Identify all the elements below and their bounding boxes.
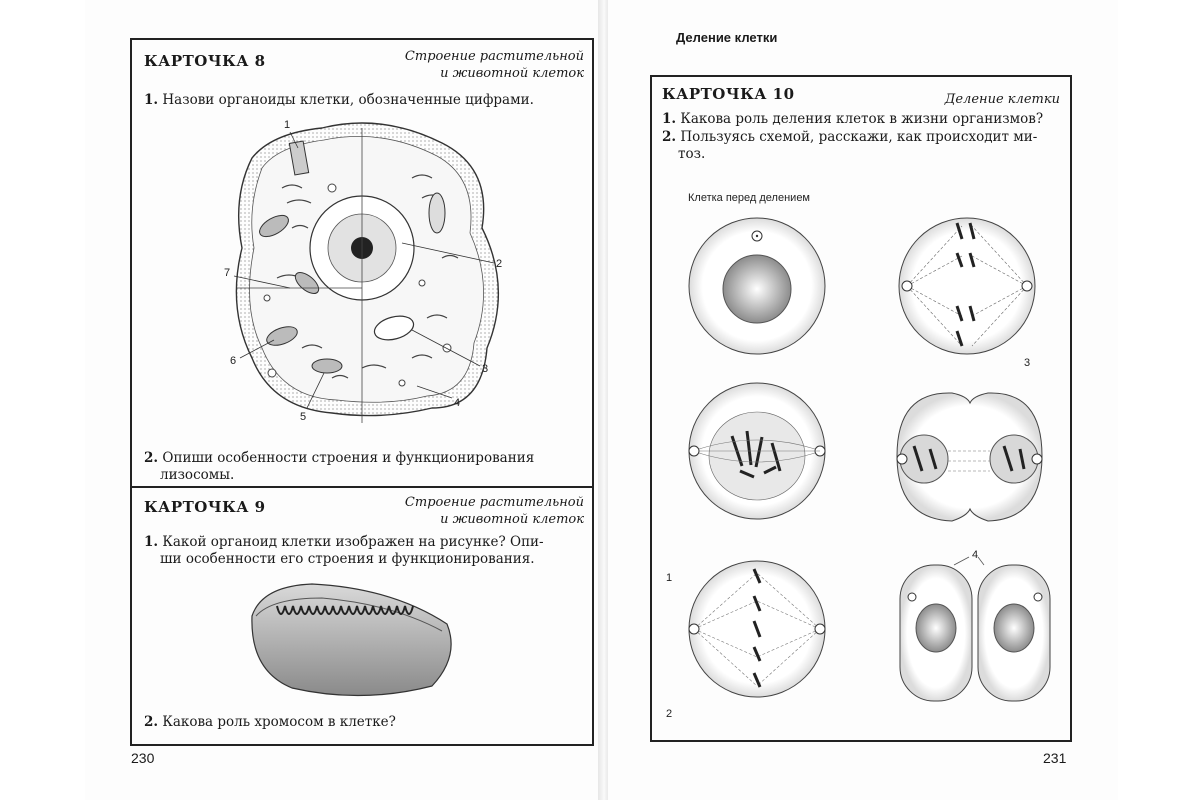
card-9-question-1 — [144, 534, 584, 568]
question-text-cont: тоз. — [678, 146, 706, 162]
stage-4-daughter-cells — [900, 565, 1050, 701]
card-8-question-2 — [144, 450, 584, 484]
page-number-right: 231 — [1043, 750, 1067, 766]
stage-label-4: 4 — [972, 549, 979, 561]
question-text: Опиши особенности строения и функционирования — [162, 450, 535, 466]
card-10 — [650, 75, 1072, 742]
question-text: Какова роль деления клеток в жизни организмов? — [680, 111, 1044, 127]
question-number: 2. — [662, 129, 677, 145]
question-text: Пользуясь схемой, расскажи, как происходит ми- — [680, 129, 1038, 145]
page-number-left: 230 — [131, 750, 155, 766]
stage-label-2: 2 — [666, 708, 673, 720]
question-number: 1. — [144, 534, 159, 550]
stage-3-cell — [899, 218, 1035, 369]
card-9-topic-line1: Строение растительной — [404, 495, 584, 510]
card-8-topic-line2: и животной клеток — [440, 66, 584, 81]
stage-label-3: 3 — [1024, 357, 1031, 369]
interphase-cell — [689, 218, 825, 354]
cell-label-1: 1 — [284, 119, 291, 131]
question-text-cont: лизосомы. — [160, 467, 235, 483]
card-9-number: КАРТОЧКА 9 — [144, 498, 266, 516]
cell-label-5: 5 — [300, 411, 307, 423]
cell-label-7: 7 — [224, 267, 231, 279]
question-text: Назови органоиды клетки, обозначенные цифрами. — [162, 92, 534, 108]
card-8 — [130, 38, 594, 488]
question-text: Какова роль хромосом в клетке? — [162, 714, 396, 730]
card-8-number: КАРТОЧКА 8 — [144, 52, 266, 70]
mitochondrion-diagram — [242, 576, 462, 706]
question-number: 1. — [662, 111, 677, 127]
left-page — [85, 0, 603, 800]
card-8-question-1 — [144, 92, 534, 109]
question-number: 1. — [144, 92, 159, 108]
telophase-cell — [897, 393, 1042, 521]
cell-label-2: 2 — [496, 258, 503, 270]
card-8-topic-line1: Строение растительной — [404, 49, 584, 64]
question-number: 2. — [144, 450, 159, 466]
stage-1-cell — [689, 383, 825, 519]
card-9-topic — [405, 494, 584, 528]
question-number: 2. — [144, 714, 159, 730]
question-text-cont: ши особенности его строения и функционирования. — [160, 551, 535, 567]
stage-label-1: 1 — [666, 572, 673, 584]
card-10-topic: Деление клетки — [944, 92, 1060, 107]
card-8-topic — [405, 48, 584, 82]
stage-2-cell — [689, 561, 825, 697]
cell-label-4: 4 — [454, 397, 461, 409]
card-9-topic-line2: и животной клеток — [440, 512, 584, 527]
card-10-number: КАРТОЧКА 10 — [662, 85, 795, 103]
cell-label-6: 6 — [230, 355, 237, 367]
animal-cell-diagram — [212, 108, 512, 438]
scheme-caption: Клетка перед делением — [688, 192, 810, 204]
mitosis-scheme — [652, 181, 1070, 741]
card-9 — [130, 486, 594, 746]
running-head: Деление клетки — [676, 30, 778, 45]
right-page — [608, 0, 1118, 800]
card-9-question-2 — [144, 714, 396, 731]
card-10-question-1 — [662, 111, 1043, 128]
card-10-question-2 — [662, 129, 1062, 163]
cell-label-3: 3 — [482, 363, 489, 375]
question-text: Какой органоид клетки изображен на рисунке? Опи- — [162, 534, 544, 550]
